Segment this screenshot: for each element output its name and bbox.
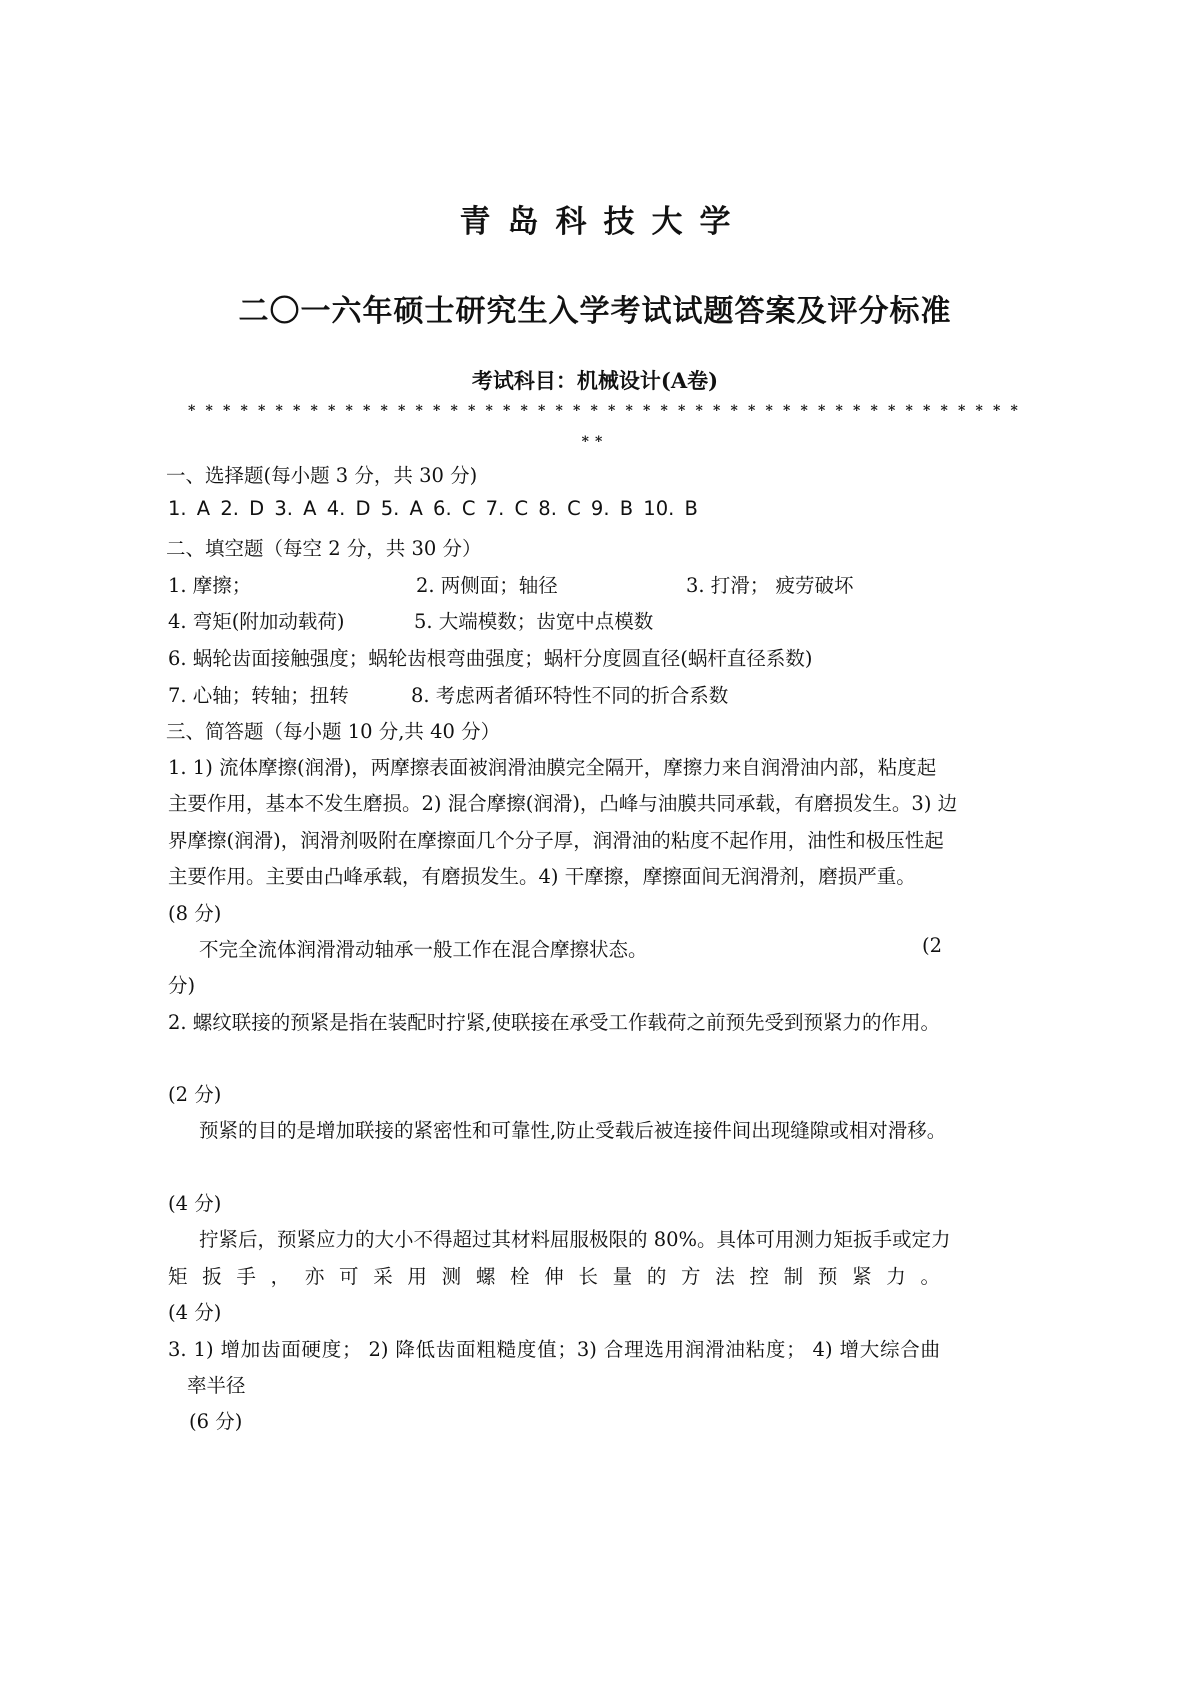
star-glyph: * bbox=[975, 403, 983, 419]
star-glyph: * bbox=[468, 403, 476, 419]
section2-heading: 二、填空题（每空 2 分，共 30 分） bbox=[166, 537, 482, 560]
q3-line1: 3. 1) 增加齿面硬度； 2) 降低齿面粗糙度值；3) 合理选用润滑油粘度； 4) 增大综合曲 bbox=[168, 1338, 940, 1361]
star-glyph: * bbox=[923, 403, 931, 419]
q2-score-2: (4 分) bbox=[168, 1192, 222, 1215]
star-divider-line1 bbox=[188, 403, 1018, 419]
star-glyph: * bbox=[538, 403, 546, 419]
q1-line2: 主要作用，基本不发生磨损。2) 混合摩擦(润滑)，凸峰与油膜共同承载，有磨损发生。3) 边 bbox=[168, 792, 958, 815]
star-glyph: * bbox=[293, 403, 301, 419]
star-glyph: * bbox=[485, 403, 493, 419]
fill-answer-1: 1. 摩擦； bbox=[168, 574, 252, 597]
star-glyph: * bbox=[275, 403, 283, 419]
university-name: 青岛科技大学 bbox=[459, 204, 748, 240]
star-glyph: * bbox=[345, 403, 353, 419]
q3-line2: 率半径 bbox=[187, 1374, 246, 1397]
star-glyph: * bbox=[188, 403, 196, 419]
star-glyph: * bbox=[660, 403, 668, 419]
star-glyph: * bbox=[713, 403, 721, 419]
section1-heading: 一、选择题(每小题 3 分，共 30 分) bbox=[166, 464, 478, 487]
star-glyph: * bbox=[958, 403, 966, 419]
section3-heading: 三、简答题（每小题 10 分,共 40 分） bbox=[166, 720, 501, 743]
exam-subject: 考试科目：机械设计(A卷) bbox=[471, 368, 719, 393]
q1-score-1: (8 分) bbox=[168, 902, 222, 925]
q2-line1: 2. 螺纹联接的预紧是指在装配时拧紧,使联接在承受工作载荷之前预先受到预紧力的作用。 bbox=[168, 1011, 941, 1034]
star-glyph: * bbox=[520, 403, 528, 419]
star-glyph: * bbox=[450, 403, 458, 419]
star-glyph: * bbox=[765, 403, 773, 419]
q2-score-3: (4 分) bbox=[168, 1301, 222, 1324]
document-title: 二〇一六年硕士研究生入学考试试题答案及评分标准 bbox=[238, 294, 952, 329]
star-glyph: * bbox=[748, 403, 756, 419]
star-glyph: * bbox=[870, 403, 878, 419]
q1-score-2b: 分) bbox=[168, 974, 196, 997]
q1-line4: 主要作用。主要由凸峰承载，有磨损发生。4) 干摩擦，摩擦面间无润滑剂，磨损严重。 bbox=[168, 865, 916, 888]
star-glyph: * bbox=[590, 403, 598, 419]
q2-line4: 矩扳手，亦可采用测螺栓伸长量的方法控制预紧力。 bbox=[168, 1265, 940, 1288]
fill-answer-6: 6. 蜗轮齿面接触强度；蜗轮齿根弯曲强度；蜗杆分度圆直径(蜗杆直径系数) bbox=[168, 647, 813, 670]
star-glyph: * bbox=[625, 403, 633, 419]
star-glyph: * bbox=[380, 403, 388, 419]
q1-line3: 界摩擦(润滑)，润滑剂吸附在摩擦面几个分子厚，润滑油的粘度不起作用，油性和极压性起 bbox=[168, 829, 944, 852]
star-glyph: * bbox=[415, 403, 423, 419]
q2-line2: 预紧的目的是增加联接的紧密性和可靠性,防止受载后被连接件间出现缝隙或相对滑移。 bbox=[199, 1119, 947, 1142]
star-glyph: * bbox=[205, 403, 213, 419]
q2-score-1: (2 分) bbox=[168, 1083, 222, 1106]
star-glyph: * bbox=[853, 403, 861, 419]
star-glyph: * bbox=[608, 403, 616, 419]
star-glyph: * bbox=[940, 403, 948, 419]
star-glyph: * bbox=[363, 403, 371, 419]
star-glyph: * bbox=[835, 403, 843, 419]
q1-score-2a: (2 bbox=[922, 934, 943, 957]
fill-answer-5: 5. 大端模数；齿宽中点模数 bbox=[414, 610, 654, 633]
fill-answer-2: 2. 两侧面；轴径 bbox=[416, 574, 558, 597]
star-glyph: * bbox=[678, 403, 686, 419]
star-glyph: * bbox=[398, 403, 406, 419]
star-divider-line2: ** bbox=[581, 434, 609, 450]
star-glyph: * bbox=[433, 403, 441, 419]
fill-answer-4: 4. 弯矩(附加动载荷) bbox=[168, 610, 345, 633]
star-glyph: * bbox=[328, 403, 336, 419]
star-glyph: * bbox=[223, 403, 231, 419]
section1-answers: 1. A 2. D 3. A 4. D 5. A 6. C 7. C 8. C 9. B 10. B bbox=[168, 497, 698, 520]
star-glyph: * bbox=[783, 403, 791, 419]
star-glyph: * bbox=[555, 403, 563, 419]
star-glyph: * bbox=[888, 403, 896, 419]
fill-answer-3: 3. 打滑； 疲劳破坏 bbox=[686, 574, 854, 597]
q1-line5: 不完全流体润滑滑动轴承一般工作在混合摩擦状态。 bbox=[199, 938, 648, 961]
fill-answer-8: 8. 考虑两者循环特性不同的折合系数 bbox=[411, 684, 729, 707]
star-glyph: * bbox=[1010, 403, 1018, 419]
star-glyph: * bbox=[730, 403, 738, 419]
star-glyph: * bbox=[310, 403, 318, 419]
star-glyph: * bbox=[258, 403, 266, 419]
q3-score: (6 分) bbox=[189, 1410, 243, 1433]
star-glyph: * bbox=[240, 403, 248, 419]
star-glyph: * bbox=[905, 403, 913, 419]
star-glyph: * bbox=[573, 403, 581, 419]
q1-line1 bbox=[168, 752, 940, 780]
star-glyph: * bbox=[643, 403, 651, 419]
star-glyph: * bbox=[503, 403, 511, 419]
star-glyph: * bbox=[695, 403, 703, 419]
fill-answer-7: 7. 心轴；转轴；扭转 bbox=[168, 684, 349, 707]
star-glyph: * bbox=[800, 403, 808, 419]
q2-line3: 拧紧后，预紧应力的大小不得超过其材料屈服极限的 80%。具体可用测力矩扳手或定力 bbox=[199, 1228, 951, 1251]
star-glyph: * bbox=[993, 403, 1001, 419]
q1-line1-text: 1. 1) 流体摩擦(润滑)，两摩擦表面被润滑油膜完全隔开，摩擦力来自润滑油内部，粘度起 bbox=[168, 756, 937, 779]
star-glyph: * bbox=[818, 403, 826, 419]
